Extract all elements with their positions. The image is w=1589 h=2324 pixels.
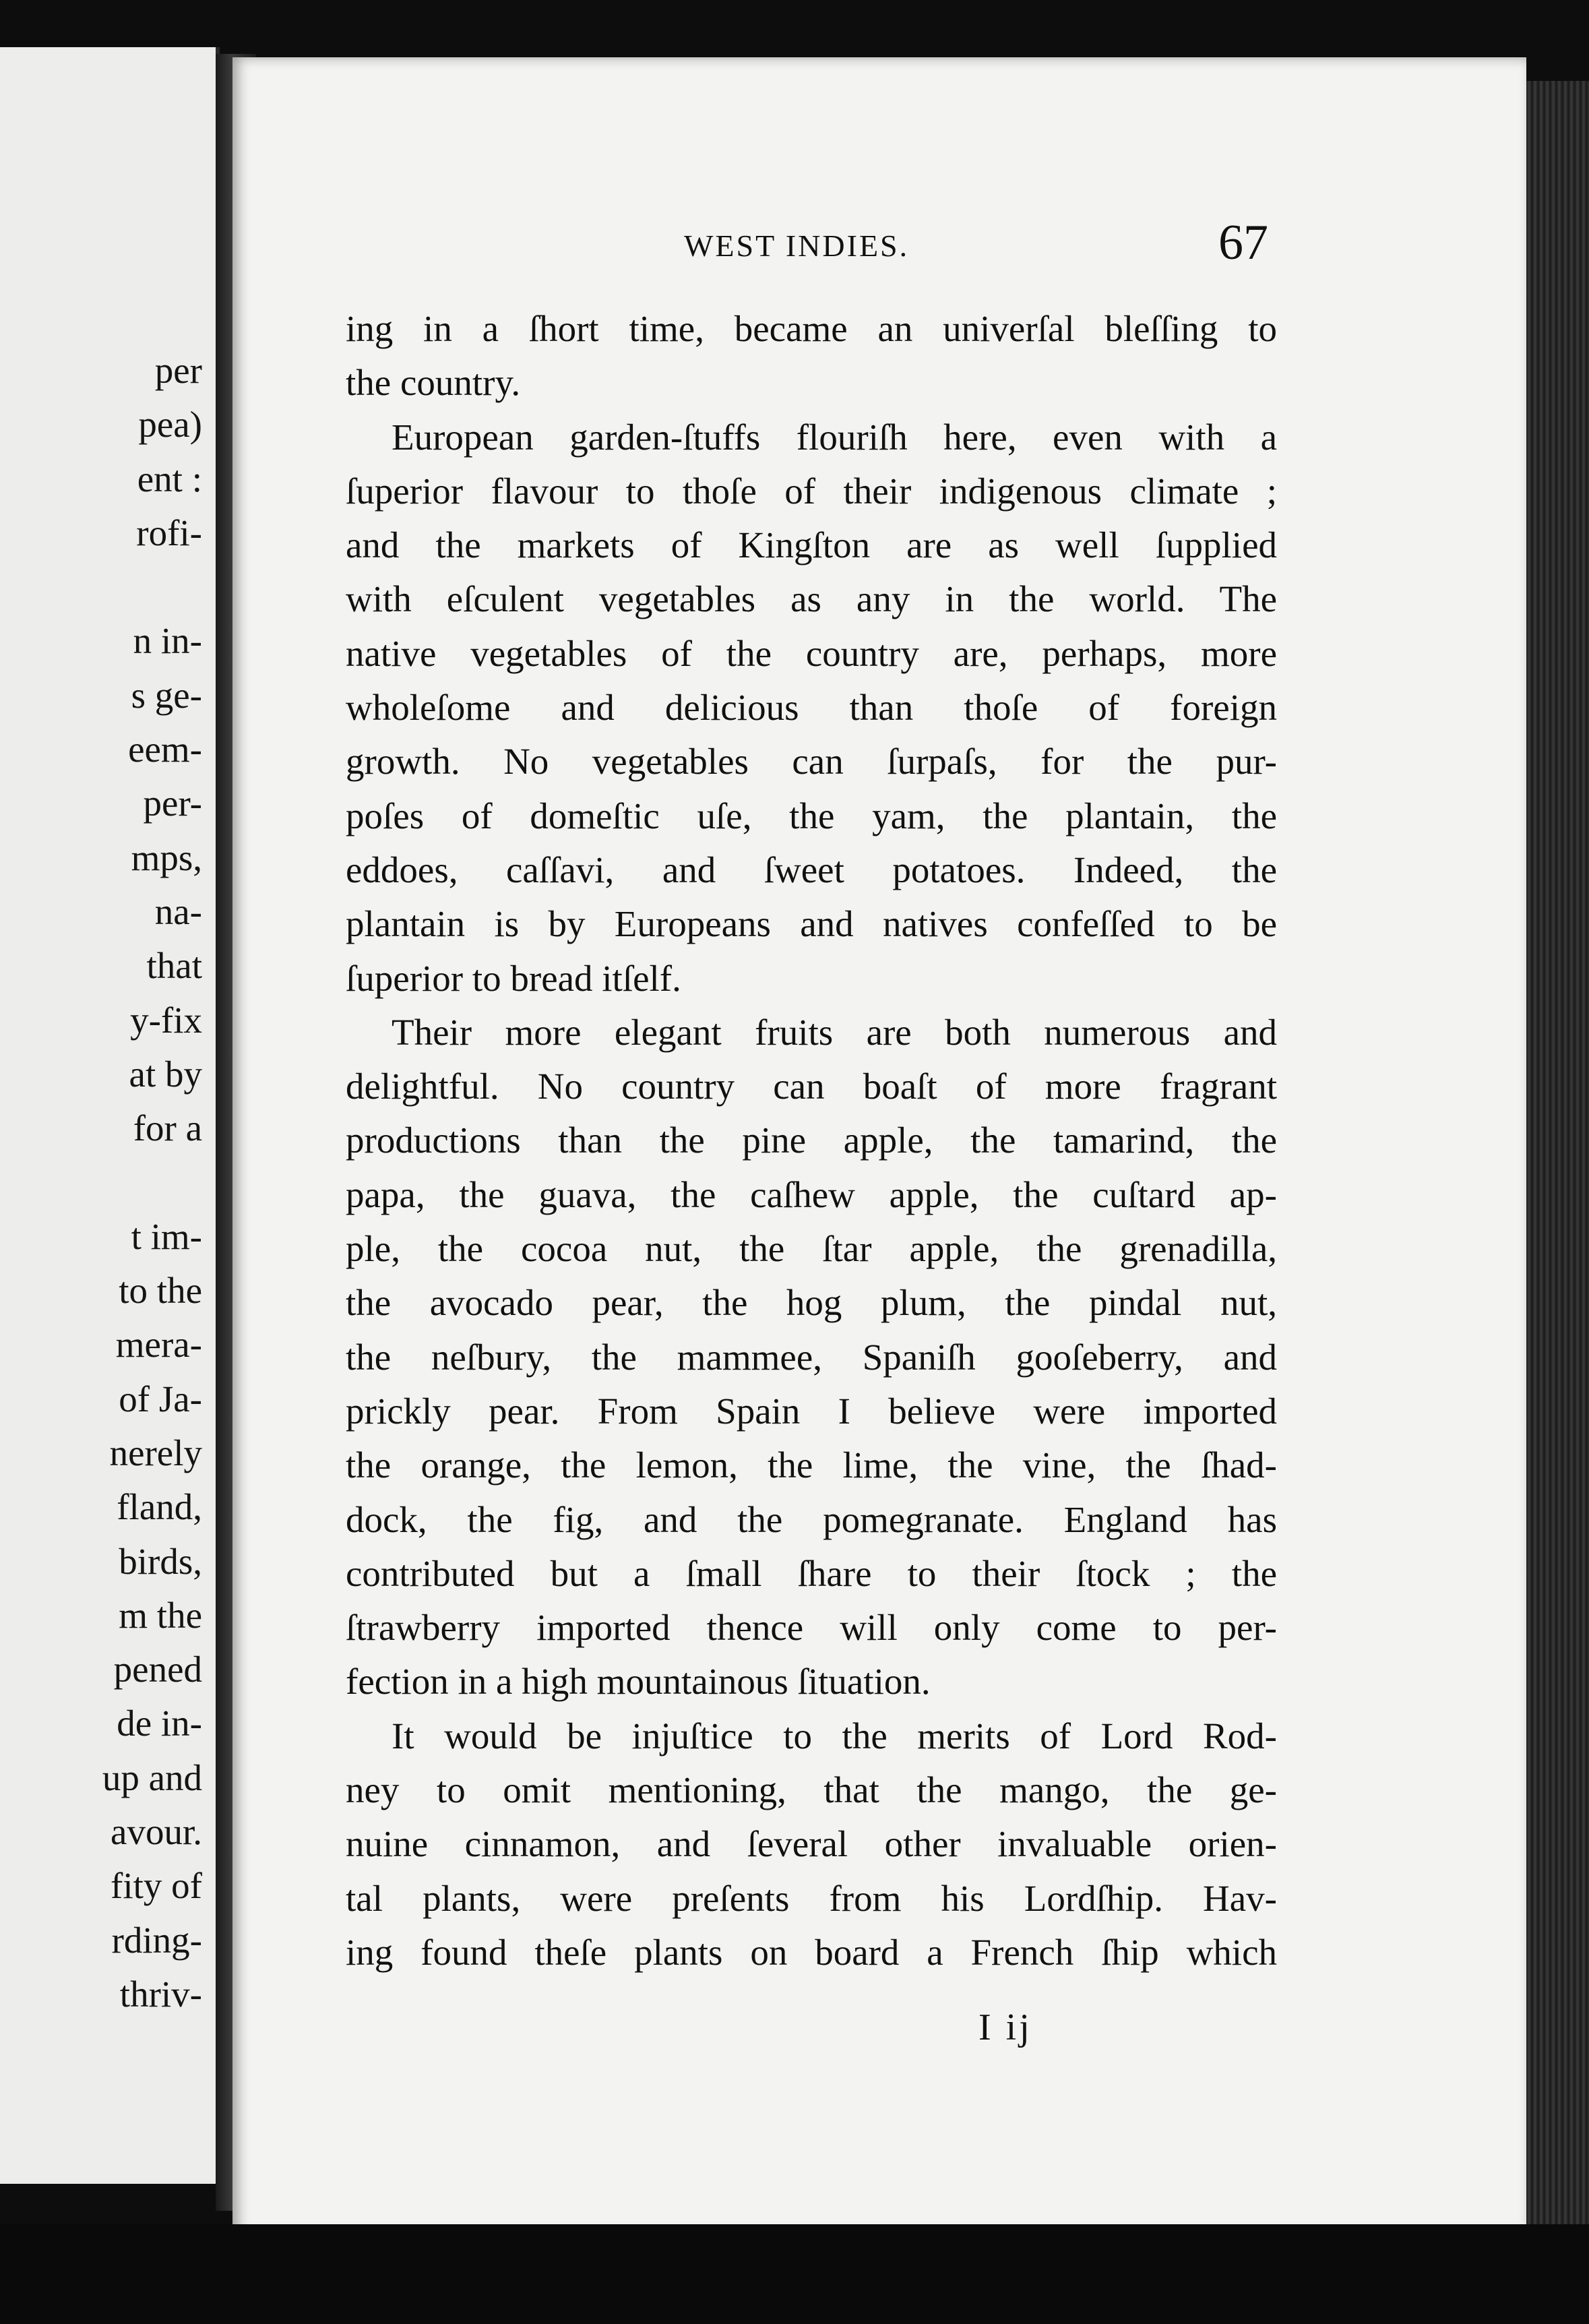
left-page-line: de in- (117, 1703, 202, 1744)
text-line: the neſbury, the mammee, Spaniſh gooſeberry, and (346, 1336, 1277, 1378)
left-page-line: thriv- (119, 1973, 202, 2015)
left-page-line: up and (102, 1756, 202, 1798)
text-line: ney to omit mentioning, that the mango, the ge- (346, 1769, 1277, 1811)
left-page-line: per- (143, 783, 202, 824)
left-page-text (0, 344, 202, 2021)
text-line: ing found theſe plants on board a French ſhip which (346, 1931, 1277, 1973)
text-line: It would be injuſtice to the merits of Lord Rod- (392, 1715, 1277, 1756)
left-page-line: rding- (111, 1919, 202, 1961)
text-line: growth. No vegetables can ſurpaſs, for the pur- (346, 741, 1277, 783)
left-page-line: s ge- (131, 674, 202, 716)
text-line: ſtrawberry imported thence will only come to per- (346, 1607, 1277, 1649)
text-line: and the markets of Kingſton are as well ſupplied (346, 524, 1277, 566)
running-head: WEST INDIES. (684, 228, 910, 263)
text-line: tal plants, were preſents from his Lordſhip. Hav- (346, 1877, 1277, 1919)
bottom-shadow (0, 2224, 1589, 2324)
left-page-line: m the (119, 1594, 202, 1636)
left-page-line: per (154, 350, 202, 391)
text-line: dock, the fig, and the pomegranate. England has (346, 1498, 1277, 1540)
left-page-line: y-fix (130, 999, 202, 1041)
text-line: contributed but a ſmall ſhare to their ſtock ; the (346, 1552, 1277, 1594)
left-page-line: for a (133, 1107, 202, 1149)
left-page-line: na- (154, 890, 202, 932)
left-page-line: avour. (111, 1811, 202, 1853)
left-page-line: fland, (117, 1486, 202, 1528)
text-line: nuine cinnamon, and ſeveral other invaluable orien- (346, 1823, 1277, 1865)
left-page-line: at by (129, 1053, 202, 1095)
left-page-line: to the (119, 1270, 202, 1312)
left-page-line: ent : (137, 458, 202, 499)
text-line: ple, the cocoa nut, the ſtar apple, the grenadilla, (346, 1228, 1277, 1270)
left-page-line: n in- (133, 620, 202, 662)
left-page-line: that (146, 945, 202, 987)
text-line: eddoes, caſſavi, and ſweet potatoes. Indeed, the (346, 849, 1277, 890)
text-line: the orange, the lemon, the lime, the vine, the ſhad- (346, 1444, 1277, 1486)
left-page-line: pea) (138, 404, 202, 446)
text-line: ing in a ſhort time, became an univerſal bleſſing to (346, 308, 1277, 349)
text-line: the avocado pear, the hog plum, the pindal nut, (346, 1282, 1277, 1324)
left-page-line (0, 1155, 202, 1209)
text-line: plantain is by Europeans and natives confeſſed to be (346, 903, 1277, 945)
page-edges (1526, 81, 1589, 2265)
text-line: wholeſome and delicious than thoſe of foreign (346, 687, 1277, 729)
left-page-line: pened (113, 1649, 202, 1690)
text-line: delightful. No country can boaſt of more fragrant (346, 1066, 1277, 1107)
text-line: ſuperior to bread itſelf. (346, 957, 681, 999)
text-line: the country. (346, 362, 521, 404)
left-page (0, 47, 220, 2184)
left-page-line: birds, (119, 1540, 202, 1582)
text-line: ſuperior flavour to thoſe of their indigenous climate ; (346, 470, 1277, 512)
left-page-line (0, 560, 202, 614)
text-line: native vegetables of the country are, perhaps, more (346, 632, 1277, 674)
page-number: 67 (1218, 215, 1268, 270)
left-page-line: mps, (131, 836, 202, 878)
left-page-line: nerely (109, 1432, 202, 1473)
left-page-line: rofi- (136, 512, 202, 553)
left-page-line: mera- (115, 1324, 202, 1366)
text-line: Their more elegant fruits are both numerous and (392, 1011, 1277, 1053)
text-line: productions than the pine apple, the tamarind, the (346, 1120, 1277, 1161)
left-page-line: fity of (111, 1865, 202, 1907)
signature-mark: I ij (978, 2007, 1032, 2048)
text-line: papa, the guava, the caſhew apple, the cuſtard ap- (346, 1173, 1277, 1215)
text-line: prickly pear. From Spain I believe were imported (346, 1390, 1277, 1432)
body-text (346, 302, 1277, 1980)
text-line: European garden-ſtuffs flouriſh here, even with a (392, 416, 1277, 458)
left-page-line: eem- (128, 729, 202, 770)
text-line: fection in a high mountainous ſituation. (346, 1661, 931, 1703)
left-page-line: of Ja- (119, 1378, 202, 1419)
left-page-line: t im- (131, 1215, 202, 1257)
text-line: with eſculent vegetables as any in the world. The (346, 578, 1277, 620)
text-line: poſes of domeſtic uſe, the yam, the plantain, the (346, 795, 1277, 836)
